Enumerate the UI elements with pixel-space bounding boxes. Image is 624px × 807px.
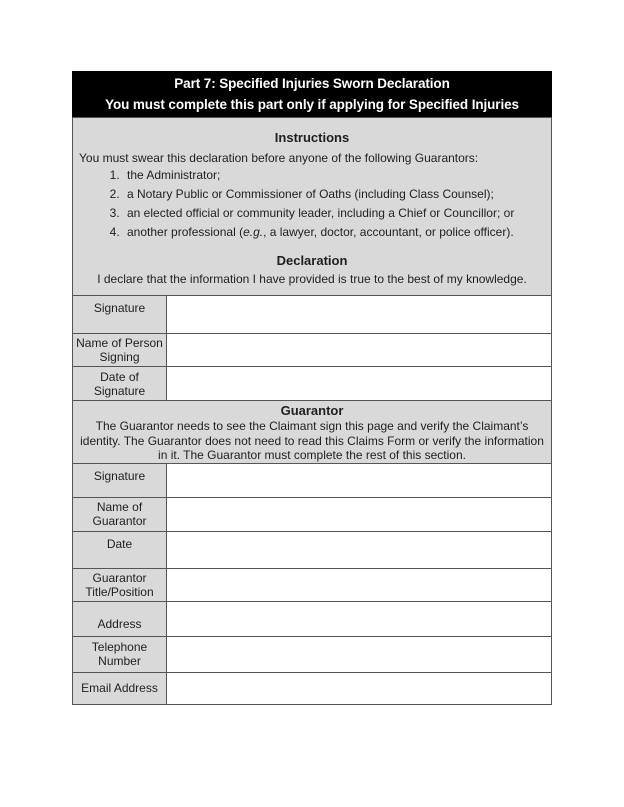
instructions-title: Instructions	[274, 130, 350, 145]
guarantor-title-cell[interactable]	[167, 568, 552, 601]
part7-banner-title: Part 7: Specified Injuries Sworn Declaration	[174, 76, 450, 91]
guarantor-email-cell[interactable]	[167, 672, 552, 704]
instructions-intro: You must swear this declaration before anyone of the following Guarantors:	[79, 151, 479, 165]
guarantor-name-row	[73, 497, 552, 531]
list-item: 2. a Notary Public or Commissioner of Oaths (including Class Counsel);	[123, 187, 547, 201]
claimant-date-cell[interactable]	[167, 367, 552, 401]
guarantor-address-row	[73, 601, 552, 636]
field-label: Signature	[73, 463, 167, 497]
guarantor-name-cell[interactable]	[167, 497, 552, 531]
claimant-signature-row	[73, 296, 552, 334]
guarantor-title: Guarantor	[280, 403, 344, 418]
instructions-row	[73, 118, 552, 296]
guarantor-header-row	[73, 401, 552, 464]
field-label: Signature	[73, 296, 167, 334]
guarantor-title-row	[73, 568, 552, 601]
field-label: Name of Person Signing	[73, 334, 167, 367]
list-item: 3. an elected official or community leader, including a Chief or Councillor; or	[123, 206, 547, 220]
guarantor-date-row	[73, 531, 552, 568]
field-label: Guarantor Title/Position	[73, 568, 167, 601]
part7-banner	[72, 71, 552, 117]
field-label: Address	[73, 601, 167, 636]
guarantor-address-cell[interactable]	[167, 601, 552, 636]
guarantor-date-cell[interactable]	[167, 531, 552, 568]
declaration-form-table	[72, 117, 552, 705]
declaration-text: I declare that the information I have provided is true to the best of my knowledge.	[97, 272, 527, 286]
declaration-title: Declaration	[276, 253, 348, 268]
part7-banner-subtitle: You must complete this part only if applying for Specified Injuries	[105, 97, 519, 112]
guarantor-section-header	[73, 401, 552, 464]
guarantor-phone-row	[73, 636, 552, 672]
list-item: 4. another professional (e.g., a lawyer, doctor, accountant, or police officer).	[123, 225, 547, 239]
claimant-signature-cell[interactable]	[167, 296, 552, 334]
guarantor-note: The Guarantor needs to see the Claimant sign this page and verify the Claimant’s identity. The Guarantor does not need to read this Claims Form or verify the information in it. The Guarantor must complete the rest of this section.	[80, 419, 544, 463]
claimant-name-row	[73, 334, 552, 367]
field-label: Date of Signature	[73, 367, 167, 401]
field-label: Telephone Number	[73, 636, 167, 672]
list-item: 1. the Administrator;	[123, 168, 547, 182]
field-label: Name of Guarantor	[73, 497, 167, 531]
instructions-section	[73, 118, 552, 296]
claimant-date-row	[73, 367, 552, 401]
field-label: Date	[73, 531, 167, 568]
form-part7	[72, 71, 552, 705]
guarantor-signature-cell[interactable]	[167, 463, 552, 497]
guarantor-email-row	[73, 672, 552, 704]
field-label: Email Address	[73, 672, 167, 704]
guarantor-phone-cell[interactable]	[167, 636, 552, 672]
claimant-name-cell[interactable]	[167, 334, 552, 367]
guarantor-options-list	[77, 168, 547, 239]
guarantor-signature-row	[73, 463, 552, 497]
